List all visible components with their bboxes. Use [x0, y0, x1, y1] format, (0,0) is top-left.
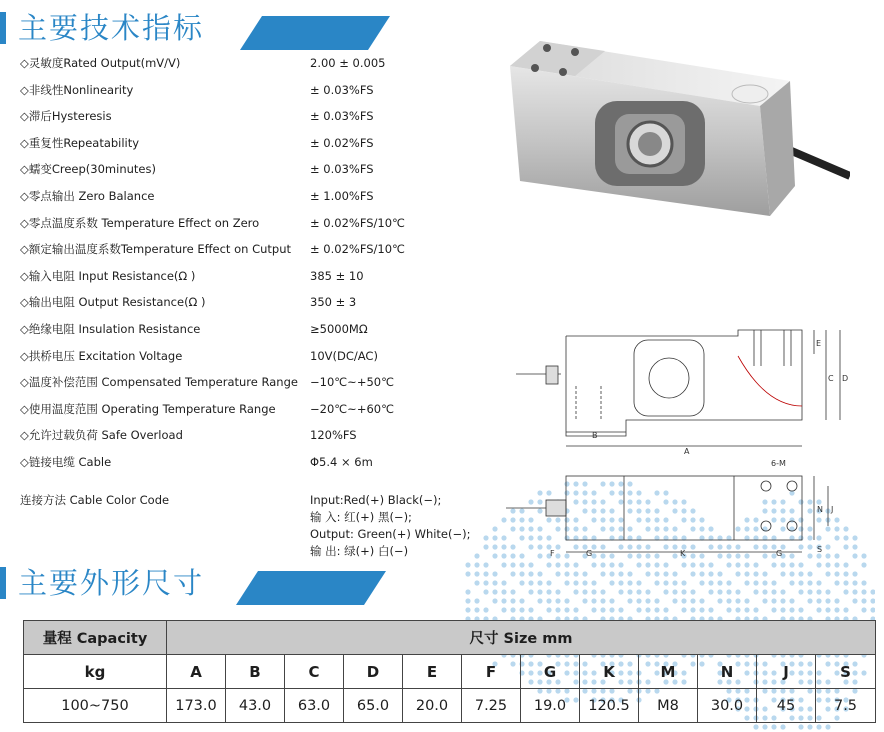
map-dot	[708, 607, 713, 612]
spec-row	[20, 238, 440, 260]
spec-value: ± 0.02%FS/10℃	[310, 215, 405, 230]
spec-value: ± 0.02%FS	[310, 135, 374, 150]
spec-value: ± 0.03%FS	[310, 82, 374, 97]
map-dot	[753, 724, 758, 729]
map-dot	[825, 724, 830, 729]
map-dot	[852, 553, 857, 558]
map-dot	[798, 724, 803, 729]
spec-row	[20, 105, 440, 127]
map-dot	[861, 607, 866, 612]
spec-label: ◇零点输出 Zero Balance	[20, 189, 155, 203]
side-view-drawing	[506, 326, 850, 456]
map-dot	[636, 607, 641, 612]
map-dot	[492, 535, 497, 540]
map-dot	[519, 607, 524, 612]
map-dot	[492, 526, 497, 531]
spec-value: −10℃~+50℃	[310, 375, 395, 390]
column-header: N	[698, 655, 757, 689]
spec-row	[20, 371, 440, 393]
section-title: 主要外形尺寸	[18, 566, 205, 600]
section-accent-bar	[0, 12, 6, 44]
dimension-value: 63.0	[285, 689, 344, 723]
map-dot	[483, 544, 488, 549]
spec-label: ◇非线性Nonlinearity	[20, 82, 134, 97]
spec-value: ± 0.02%FS/10℃	[310, 242, 405, 257]
map-dot	[798, 607, 803, 612]
map-dot	[564, 607, 569, 612]
map-dot	[501, 607, 506, 612]
dimension-value: 7.5	[816, 689, 876, 723]
dimension-value: 45	[757, 689, 816, 723]
spec-row	[20, 79, 440, 101]
map-dot	[870, 607, 875, 612]
size-header: 尺寸 Size mm	[167, 621, 876, 655]
spec-row	[20, 291, 440, 313]
spec-row	[20, 265, 440, 287]
map-dot	[645, 607, 650, 612]
spec-label: ◇使用温度范围 Operating Temperature Range	[20, 401, 276, 416]
cable-line: Input:Red(+) Black(−);	[310, 493, 442, 507]
cable-line: 输 出: 绿(+) 白(−)	[310, 544, 409, 558]
spec-value: ± 0.03%FS	[310, 109, 374, 124]
cable-line: Output: Green(+) White(−);	[310, 527, 471, 541]
cable-line: 输 入: 红(+) 黑(−);	[310, 510, 412, 524]
dimension-value: 65.0	[344, 689, 403, 723]
dim-label-d: D	[842, 374, 849, 383]
spec-row	[20, 212, 440, 234]
dim-label-n: N	[817, 505, 823, 514]
map-dot	[816, 724, 821, 729]
spec-row	[20, 158, 440, 180]
map-dot	[573, 607, 578, 612]
spec-label: ◇输出电阻 Output Resistance(Ω )	[20, 295, 206, 310]
map-dot	[510, 607, 515, 612]
map-dot	[492, 553, 497, 558]
dimension-value: 173.0	[167, 689, 226, 723]
spec-label: ◇拱桥电压 Excitation Voltage	[20, 348, 183, 363]
map-dot	[465, 607, 470, 612]
dim-label-s: S	[817, 545, 823, 554]
spec-value: 385 ± 10	[310, 268, 364, 283]
cable-label: 连接方法 Cable Color Code	[20, 493, 170, 507]
dimension-value: 120.5	[580, 689, 639, 723]
dim-label-e: E	[816, 339, 822, 348]
dimension-value: M8	[639, 689, 698, 723]
map-dot	[654, 607, 659, 612]
dim-label-b: B	[592, 431, 598, 440]
cable-lines	[310, 492, 471, 560]
map-dot	[474, 607, 479, 612]
spec-label: ◇零点温度系数 Temperature Effect on Zero	[20, 215, 260, 230]
dimension-table	[23, 620, 876, 723]
spec-label: ◇滞后Hysteresis	[20, 109, 112, 124]
spec-row	[20, 345, 440, 367]
spec-row	[20, 132, 440, 154]
spec-row	[20, 52, 440, 74]
spec-value: ≥5000MΩ	[310, 322, 368, 336]
spec-value: 2.00 ± 0.005	[310, 56, 386, 70]
map-dot	[681, 607, 686, 612]
map-dot	[816, 607, 821, 612]
spec-row	[20, 185, 440, 207]
map-dot	[600, 607, 605, 612]
section-title: 主要技术指标	[18, 11, 205, 45]
map-dot	[780, 607, 785, 612]
map-dot	[726, 607, 731, 612]
dim-label-g2: G	[776, 549, 783, 558]
map-dot	[843, 607, 848, 612]
spec-value: 350 ± 3	[310, 295, 357, 310]
map-dot	[483, 535, 488, 540]
map-dot	[492, 544, 497, 549]
map-dot	[762, 724, 767, 729]
map-dot	[591, 607, 596, 612]
map-dot	[618, 607, 623, 612]
dim-label-g: G	[586, 549, 593, 558]
header-stripe	[236, 571, 386, 605]
spec-row	[20, 398, 440, 420]
column-header: C	[285, 655, 344, 689]
dim-label-f: F	[550, 549, 555, 558]
spec-label: ◇额定输出温度系数Temperature Effect on Cutput	[20, 242, 292, 257]
dim-label-j: J	[831, 505, 834, 514]
map-dot	[852, 535, 857, 540]
spec-label: ◇输入电阻 Input Resistance(Ω )	[20, 268, 196, 283]
section-header-dimensions	[0, 563, 884, 603]
map-dot	[735, 607, 740, 612]
column-header: B	[226, 655, 285, 689]
map-dot	[753, 607, 758, 612]
capacity-cell: 100~750	[24, 689, 167, 723]
column-header: K	[580, 655, 639, 689]
column-header: F	[462, 655, 521, 689]
header-stripe	[240, 16, 390, 50]
spec-row	[20, 424, 440, 446]
map-dot	[555, 607, 560, 612]
map-dot	[474, 553, 479, 558]
unit-header: kg	[24, 655, 167, 689]
dimension-value: 19.0	[521, 689, 580, 723]
spec-row	[20, 451, 440, 473]
dimension-value: 43.0	[226, 689, 285, 723]
spec-label: ◇绝缘电阻 Insulation Resistance	[20, 322, 201, 336]
spec-label: ◇温度补偿范围 Compensated Temperature Range	[20, 375, 298, 390]
spec-label: ◇蠕变Creep(30minutes)	[20, 162, 156, 177]
spec-value: ± 1.00%FS	[310, 189, 374, 203]
spec-label: ◇灵敏度Rated Output(mV/V)	[20, 56, 181, 70]
map-dot	[825, 607, 830, 612]
load-cell-photo	[505, 36, 850, 226]
spec-label: ◇链接电缆 Cable	[20, 455, 112, 469]
spec-label: ◇允许过载负荷 Safe Overload	[20, 428, 183, 443]
spec-label: ◇重复性Repeatability	[20, 135, 140, 150]
column-header: S	[816, 655, 876, 689]
map-dot	[807, 724, 812, 729]
map-dot	[771, 607, 776, 612]
map-dot	[690, 607, 695, 612]
capacity-header: 量程 Capacity	[24, 621, 167, 655]
spec-value: ± 0.03%FS	[310, 162, 374, 177]
top-view-drawing	[506, 456, 850, 564]
map-dot	[771, 724, 776, 729]
map-dot	[483, 607, 488, 612]
spec-value: Φ5.4 × 6m	[310, 455, 373, 469]
map-dot	[861, 553, 866, 558]
column-header: D	[344, 655, 403, 689]
map-dot	[699, 607, 704, 612]
dim-label-k: K	[680, 549, 686, 558]
column-header: J	[757, 655, 816, 689]
dim-label-c: C	[828, 374, 834, 383]
map-dot	[744, 607, 749, 612]
spec-row	[20, 318, 440, 340]
spec-value: 120%FS	[310, 428, 357, 443]
column-header: M	[639, 655, 698, 689]
column-header: E	[403, 655, 462, 689]
column-header: A	[167, 655, 226, 689]
map-dot	[609, 607, 614, 612]
spec-value: −20℃~+60℃	[310, 401, 395, 416]
dim-label-m: 6-M	[771, 459, 786, 468]
dimension-value: 20.0	[403, 689, 462, 723]
dimension-value: 30.0	[698, 689, 757, 723]
map-dot	[780, 724, 785, 729]
map-dot	[789, 607, 794, 612]
column-header: G	[521, 655, 580, 689]
map-dot	[834, 607, 839, 612]
section-accent-bar	[0, 567, 6, 599]
dimension-value: 7.25	[462, 689, 521, 723]
map-dot	[852, 544, 857, 549]
spec-value: 10V(DC/AC)	[310, 348, 378, 363]
dim-label-a: A	[684, 447, 690, 456]
map-dot	[546, 607, 551, 612]
map-dot	[528, 607, 533, 612]
map-dot	[663, 607, 668, 612]
